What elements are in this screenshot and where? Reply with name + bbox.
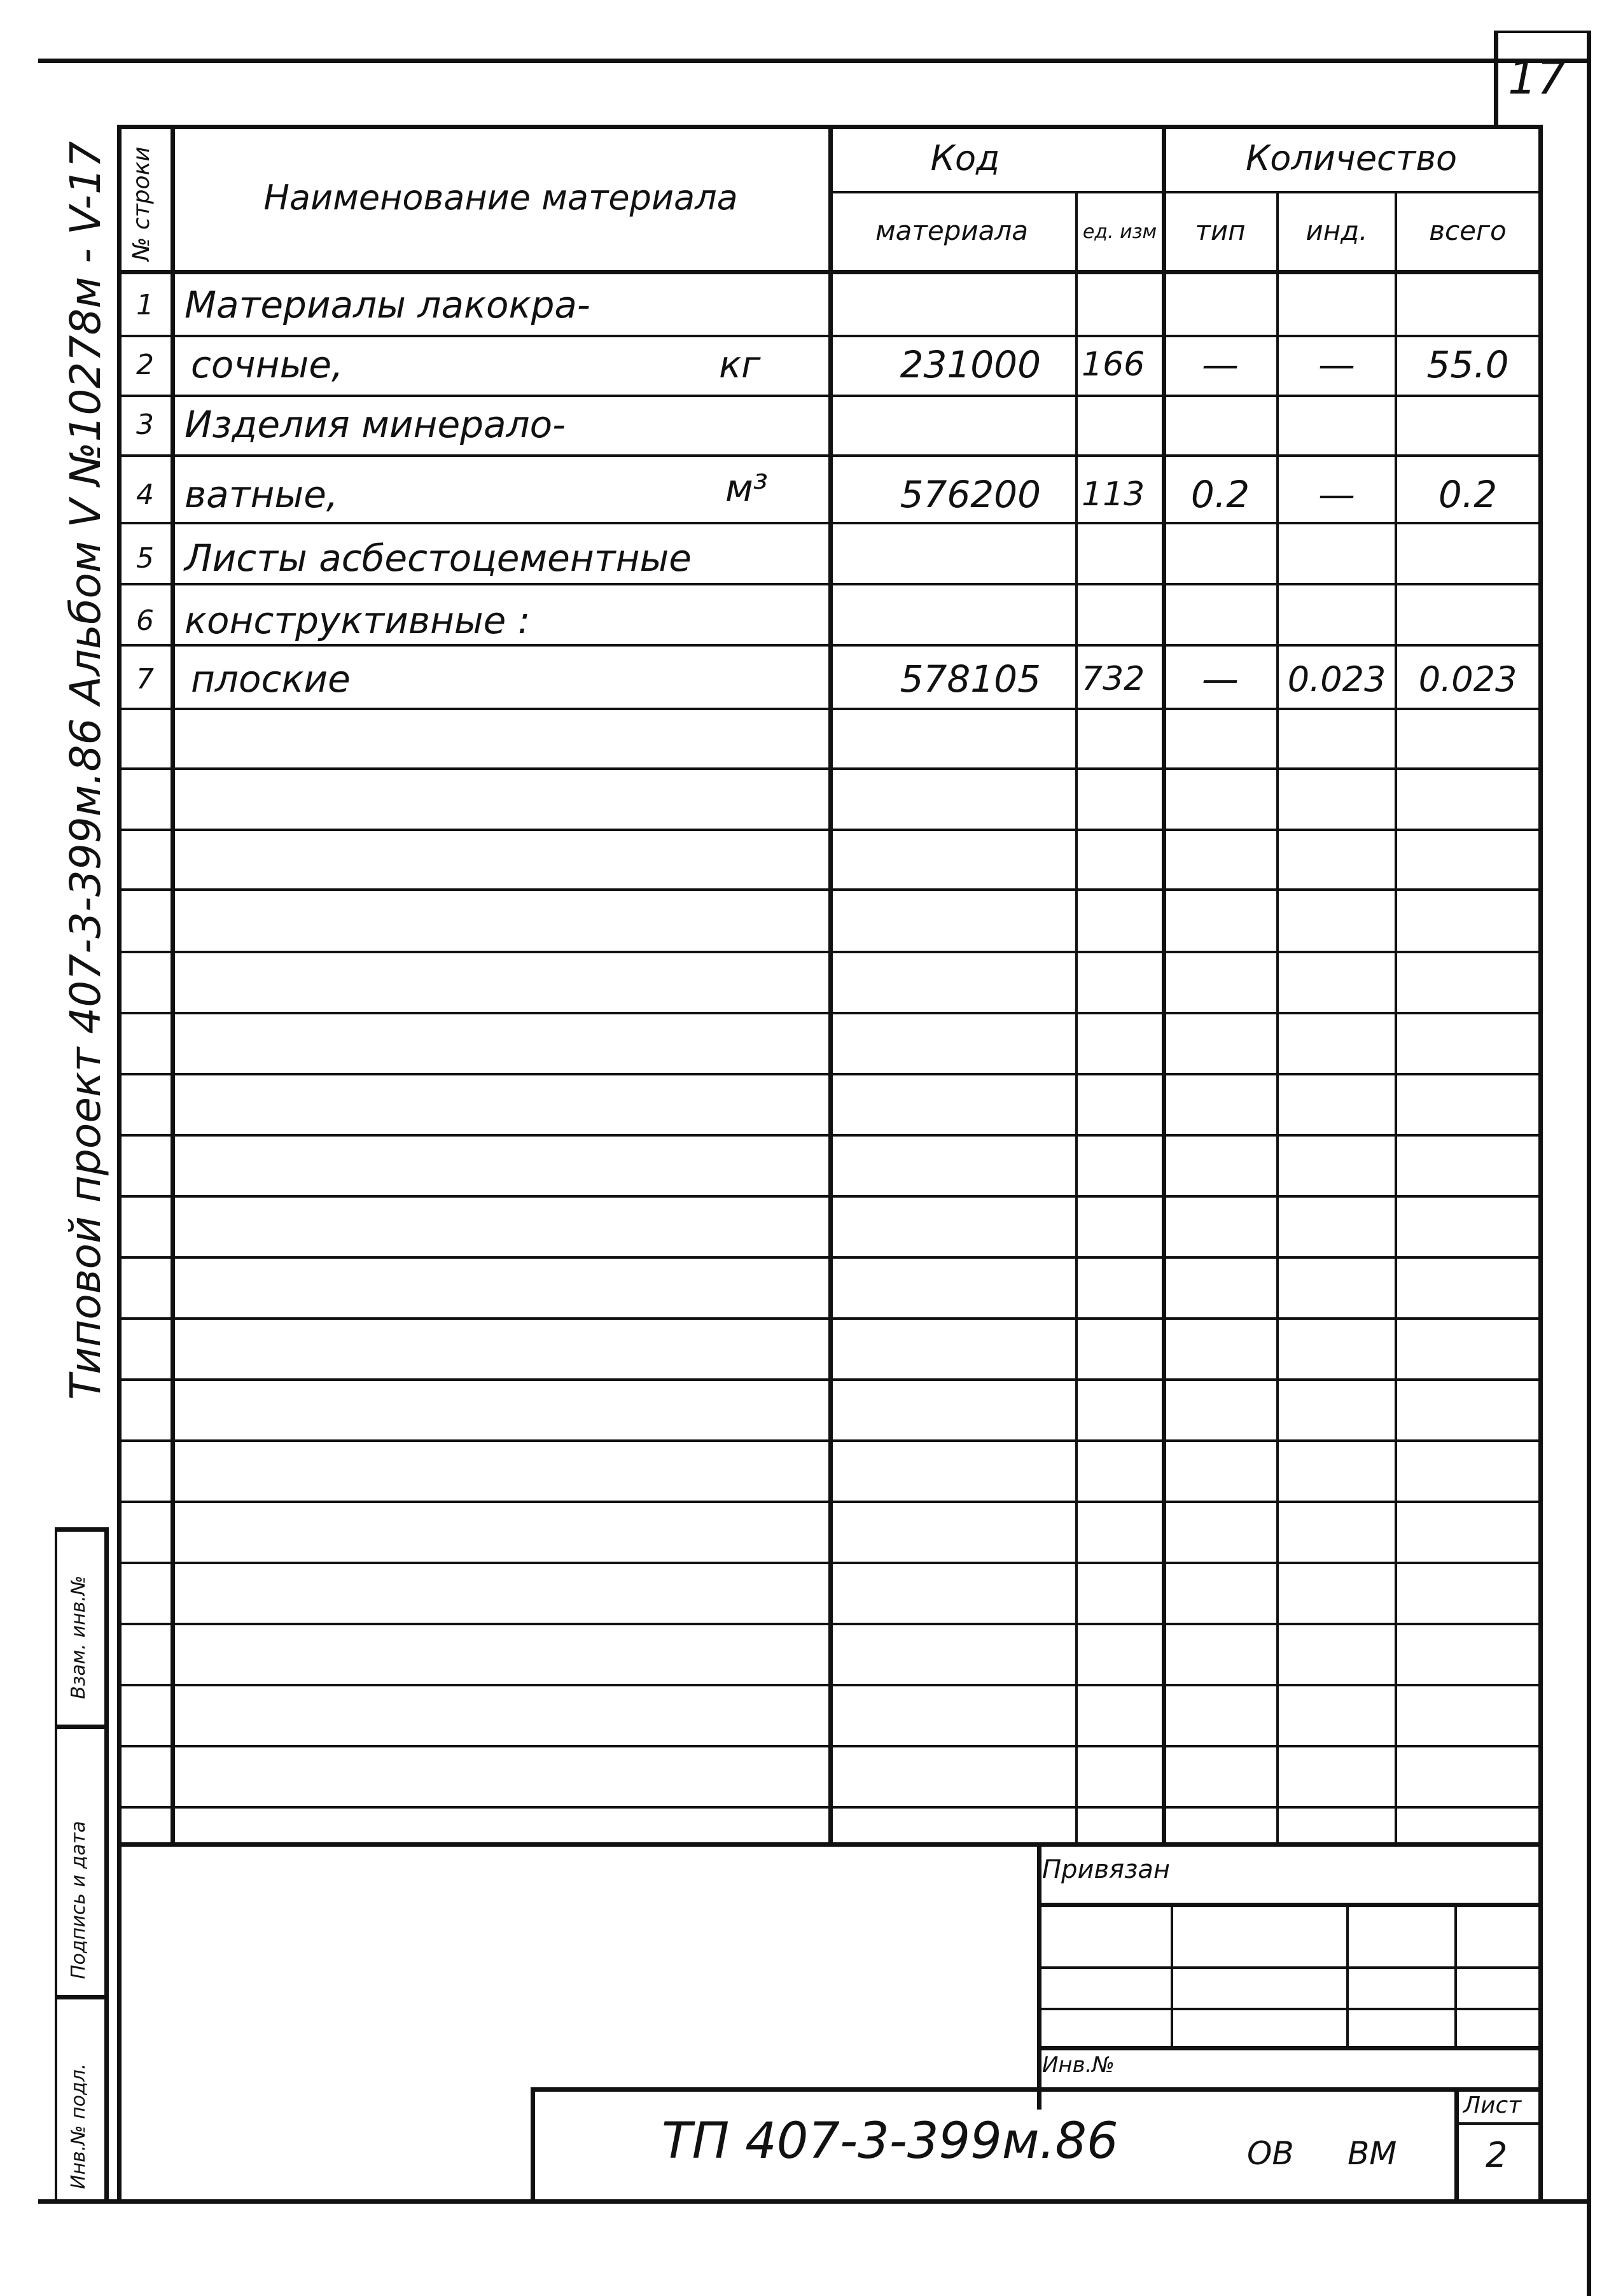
row-line (117, 1806, 1542, 1809)
top-border (38, 59, 1591, 63)
row-number: 6 (136, 604, 154, 637)
stamp-grid-col-3 (1454, 1903, 1457, 2046)
left-stamp-bottom (38, 2199, 1591, 2204)
section-code: ОВ (1247, 2135, 1294, 2172)
row-qty-type: — (1202, 657, 1239, 701)
main-inscription-top (531, 2087, 1542, 2092)
header-material-name: Наименование материала (263, 177, 738, 218)
row-material-code: 231000 (900, 343, 1041, 386)
main-inscription-left (531, 2087, 535, 2202)
header-code-material: материала (875, 214, 1028, 246)
row-qty-total: 0.023 (1418, 659, 1517, 699)
row-line (117, 1745, 1542, 1747)
inv-orig-label: Инв.№ подл. (67, 2063, 90, 2189)
row-name: Изделия минерало- (185, 403, 566, 446)
left-stamp-left-line (55, 1527, 57, 2202)
row-line (117, 454, 1542, 457)
row-qty-ind: — (1318, 343, 1355, 386)
row-name: Материалы лакокра- (185, 283, 590, 326)
col-line-type (1276, 191, 1279, 1845)
stamp-grid-line-1 (1037, 1966, 1540, 1969)
row-line (117, 829, 1542, 831)
side-title: Типовой проект 407-3-399м.86 Альбом V №10278м - V-17 (61, 141, 110, 1400)
page-number-box-top (1494, 31, 1591, 33)
section-code-2: ВМ (1348, 2135, 1397, 2172)
row-line (117, 1378, 1542, 1381)
row-line (117, 1623, 1542, 1625)
table-bottom-line (117, 1842, 1542, 1847)
row-unit-code: 113 (1082, 475, 1145, 514)
header-code-group: Код (930, 137, 1000, 178)
stamp-grid-line-3 (1037, 2046, 1540, 2050)
row-unit: кг (719, 343, 761, 386)
row-line (117, 1012, 1542, 1014)
document-code: ТП 407-3-399м.86 (662, 2113, 1118, 2170)
row-number: 4 (136, 478, 154, 511)
row-qty-type: — (1202, 343, 1239, 386)
sheet-box-mid (1454, 2122, 1542, 2125)
row-material-code: 578105 (900, 657, 1041, 701)
row-line (117, 1195, 1542, 1198)
row-line (117, 1501, 1542, 1503)
sheet-label: Лист (1463, 2092, 1522, 2118)
stamp-block-left (1037, 1842, 1041, 2110)
row-material-code: 576200 (900, 473, 1041, 516)
header-qty-group: Количество (1245, 137, 1458, 178)
page-number-box-left (1494, 31, 1498, 126)
row-unit-code: 166 (1082, 346, 1145, 384)
left-stamp-line-1 (55, 1725, 107, 1729)
row-unit: м³ (725, 466, 769, 510)
attached-label: Привязан (1042, 1855, 1171, 1884)
header-code-unit: ед. изм (1082, 221, 1157, 243)
sheet-box-left (1454, 2087, 1459, 2202)
header-qty-type: тип (1195, 214, 1246, 246)
row-name: ватные, (185, 473, 338, 516)
col-line-material (1075, 191, 1078, 1845)
row-number: 2 (136, 348, 154, 381)
row-line (117, 1684, 1542, 1686)
inv-no-label: Инв.№ (1042, 2052, 1115, 2078)
row-qty-total: 0.2 (1438, 473, 1498, 516)
row-line (117, 1073, 1542, 1075)
row-number: 1 (136, 288, 154, 321)
row-name: сочные, (191, 343, 344, 386)
row-line (117, 1317, 1542, 1320)
row-name: Листы асбестоцементные (185, 536, 692, 580)
row-qty-type: 0.2 (1190, 473, 1250, 516)
left-stamp-top (55, 1527, 107, 1532)
row-qty-ind: 0.023 (1287, 659, 1386, 699)
row-number: 7 (136, 662, 154, 696)
row-line (117, 1562, 1542, 1564)
stamp-grid-col-2 (1346, 1903, 1349, 2046)
table-right-border (1538, 125, 1543, 2199)
sheet-number: 2 (1486, 2135, 1508, 2175)
col-line-rowno (171, 125, 175, 1843)
row-qty-total: 55.0 (1426, 343, 1509, 386)
row-line (117, 1439, 1542, 1442)
row-line (117, 888, 1542, 891)
right-border (1587, 31, 1591, 2296)
sign-date-label: Подпись и дата (67, 1821, 90, 1979)
row-unit-code: 732 (1082, 660, 1145, 698)
left-stamp-right-line (104, 1527, 109, 2202)
replace-inv-label: Взам. инв.№ (67, 1575, 90, 1699)
row-name: плоские (191, 657, 351, 701)
row-number: 5 (136, 542, 154, 575)
row-qty-ind: — (1318, 473, 1355, 516)
row-name: конструктивные : (185, 599, 531, 642)
col-line-ind (1395, 191, 1397, 1845)
page-number: 17 (1508, 51, 1566, 104)
row-line (117, 767, 1542, 770)
header-row-number: № строки (129, 146, 155, 261)
row-line (117, 951, 1542, 953)
row-line (117, 1256, 1542, 1259)
stamp-grid-col-1 (1171, 1903, 1173, 2046)
header-qty-total: всего (1429, 214, 1507, 246)
left-stamp-line-2 (55, 1995, 107, 1999)
stamp-grid-line-2 (1037, 2008, 1540, 2010)
row-line (117, 1134, 1542, 1137)
header-qty-ind: инд. (1306, 214, 1368, 246)
stamp-attached-line (1037, 1903, 1540, 1907)
row-number: 3 (136, 408, 154, 441)
